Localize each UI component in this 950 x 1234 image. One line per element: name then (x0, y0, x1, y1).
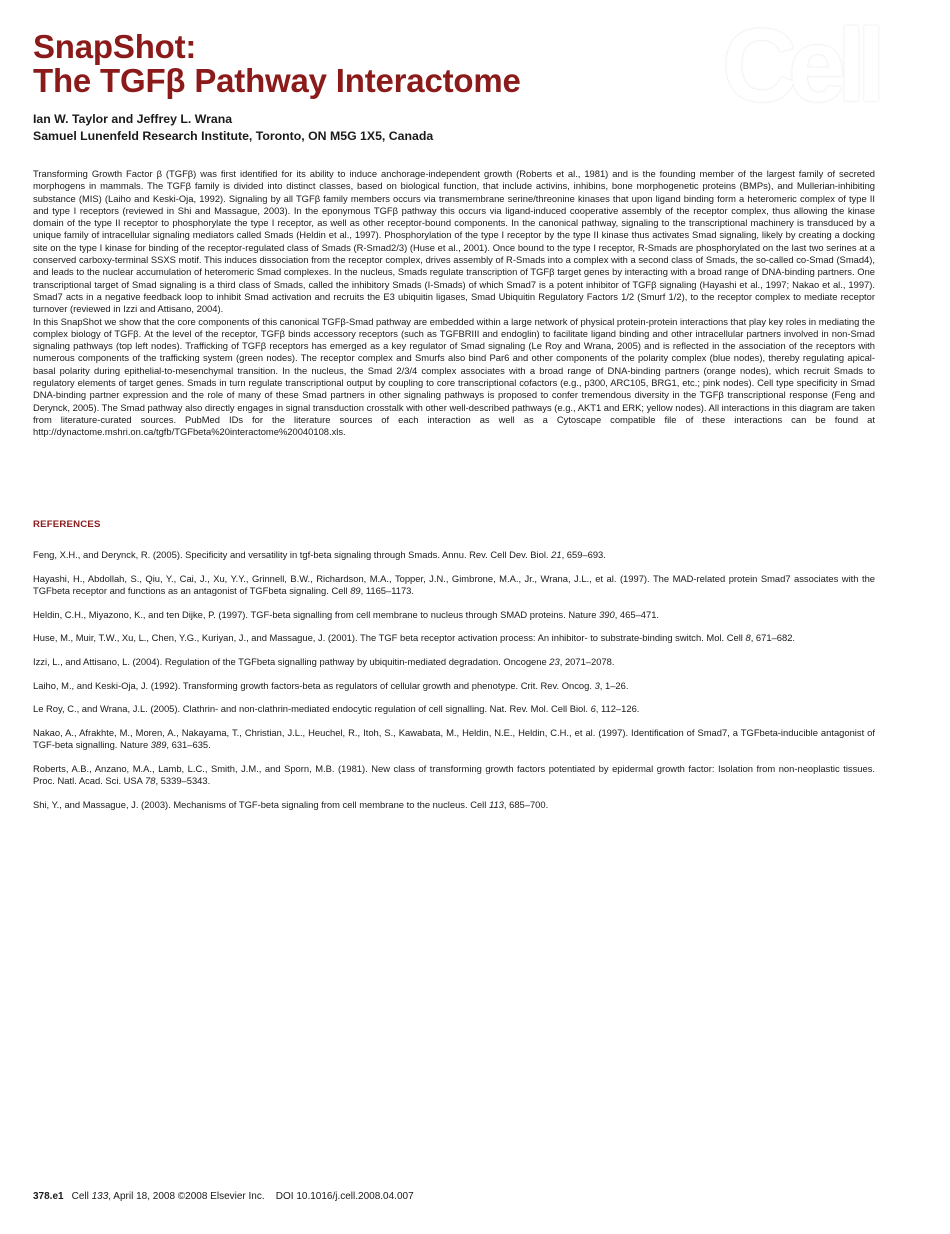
reference-text: Feng, X.H., and Derynck, R. (2005). Specificity and versatility in tgf-beta signaling through Smads. Annu. Rev. Cell Dev. Biol. (33, 549, 552, 560)
reference-text: Hayashi, H., Abdollah, S., Qiu, Y., Cai, J., Xu, Y.Y., Grinnell, B.W., Richardson, M.A., Topper, J.N., Gimbrone, M.A., Jr., Wrana, J.L., et al. (1997). The MAD-related protein Smad7 associates with the TGFbeta receptor and functions as an antagonist of TGFbeta signaling. Cell (33, 572, 875, 596)
footer-citation: Cell (71, 1191, 92, 1202)
reference-volume: 389 (150, 739, 167, 751)
reference-text: Laiho, M., and Keski-Oja, J. (1992). Transforming growth factors-beta as regulators of cellular growth and phenotype. Crit. Rev. Oncog. (33, 679, 595, 691)
references-heading: REFERENCES (33, 519, 101, 530)
reference-volume: 390 (599, 608, 615, 620)
abstract-paragraph: Transforming Growth Factor β (TGFβ) was first identified for its ability to induce anchorage-independent growth (Roberts et al., 1981) and is the founding member of the largest family of secreted morphogens in mammals. The TGFβ family is divided into distinct classes, based on biological function, that include activins, inhibins, bone morphogenetic proteins (BMPs), and Mullerian-inhibiting substance (MIS) (Laiho and Keski-Oja, 1992). Signaling by all TGFβ family members occurs via transmembrane serine/threonine kinases that upon ligand binding form a heteromeric complex of type II and type I receptors (reviewed in Shi and Massague, 2003). In the eponymous TGFβ pathway this occurs via ligand-induced cooperative assembly of the receptor complex, thus allowing the kinase domain of the type II receptor to phosphorylate the type I receptor, as well as other receptor-bound components. In the canonical pathway, signaling to the transcriptional machinery is transduced by a unique family of intracellular signaling mediators called Smads (Heldin et al., 1997). Phosphorylation of the type I receptor by the type II kinase thus activates Smad signaling, likely by creating a docking site on the type I kinase for binding of the receptor-regulated class of Smads (R-Smad2/3) (Huse et al., 2001). Once bound to the type I receptor, R-Smads are phosphorylated on the last two serines at a conserved carboxy-terminal SSXS motif. This induces dissociation from the receptor complex, drives assembly of R-Smads into a complex with a second class of Smads, the so-called co-Smad (Smad4), and leads to the nuclear accumulation of heteromeric Smad complexes. In the nucleus, Smads regulate transcription of TGFβ target genes by interacting with a broad range of DNA-binding partners. One transcriptional target of Smad signaling is a third class of Smads, called the inhibitory Smads (I-Smads) of which Smad7 is a potent inhibitor of TGFβ signaling (Hayashi et al., 1997; Nakao et al., 1997). Smad7 acts in a negative feedback loop to inhibit Smad activation and recruits the E3 ubiquitin ligases, Smad Ubiquitin Regulatory Factors 1/2 (Smurf 1/2), to the receptor complex to mediate receptor turnover (reviewed in Izzi and Attisano, 2004). (33, 168, 875, 315)
reference-pages: , 2071–2078. (559, 656, 615, 668)
reference-item (33, 799, 875, 811)
article-title (33, 30, 521, 98)
reference-item (33, 727, 875, 752)
page-number: 378.e1 (33, 1191, 64, 1202)
reference-list (33, 549, 875, 823)
reference-text: Shi, Y., and Massague, J. (2003). Mechanisms of TGF-beta signaling from cell membrane to the nucleus. Cell (33, 799, 489, 811)
reference-text: Izzi, L., and Attisano, L. (2004). Regulation of the TGFbeta signalling pathway by ubiquitin-mediated degradation. Oncogene (33, 656, 550, 668)
reference-text: Le Roy, C., and Wrana, J.L. (2005). Clathrin- and non-clathrin-mediated endocytic regulation of cell signalling. Nat. Rev. Mol. Cell Biol. (33, 703, 591, 715)
reference-pages: , 659–693. (561, 549, 606, 560)
reference-text: Nakao, A., Afrakhte, M., Moren, A., Nakayama, T., Christian, J.L., Heuchel, R., Itoh, S., Kawabata, M., Heldin, N.E., Heldin, C.H., et al. (1997). Identification of Smad7, a TGFbeta-inducible antagonist of TGF-beta signalling. Nature (33, 727, 875, 751)
title-line-2: The TGFβ Pathway Interactome (33, 62, 521, 99)
reference-item (33, 656, 875, 668)
reference-text: Huse, M., Muir, T.W., Xu, L., Chen, Y.G., Kuriyan, J., and Massague, J. (2001). The TGF beta receptor activation process: An inhibitor- to substrate-binding switch. Mol. Cell (33, 632, 746, 644)
reference-pages: , 5339–5343. (155, 775, 211, 787)
abstract (33, 168, 875, 439)
reference-pages: , 685–700. (503, 799, 549, 811)
reference-volume: 6 (590, 703, 596, 715)
author-block (33, 111, 733, 145)
reference-text: Heldin, C.H., Miyazono, K., and ten Dijke, P. (1997). TGF-beta signalling from cell membrane to nucleus through SMAD proteins. Nature (33, 608, 600, 620)
title-line-1: SnapShot: (33, 28, 197, 65)
reference-text: Roberts, A.B., Anzano, M.A., Lamb, L.C., Smith, J.M., and Sporn, M.B. (1981). New class of transforming growth factors potentiated by epidermal growth factor: Isolation from non-neoplastic tissues. Proc. Natl. Acad. Sci. USA (33, 763, 875, 787)
reference-volume: 78 (145, 775, 156, 787)
reference-pages: , 465–471. (614, 608, 660, 620)
journal-logo: Cell (722, 8, 877, 124)
author-affiliation: Samuel Lunenfeld Research Institute, Toronto, ON M5G 1X5, Canada (33, 129, 434, 143)
reference-item (33, 680, 875, 692)
reference-item (33, 632, 875, 644)
footer-date-doi: , April 18, 2008 ©2008 Elsevier Inc. DOI 10.1016/j.cell.2008.04.007 (108, 1191, 414, 1202)
reference-volume: 21 (551, 549, 562, 560)
footer-volume: 133 (91, 1191, 109, 1202)
reference-pages: , 112–126. (595, 703, 640, 715)
reference-item (33, 549, 875, 561)
reference-volume: 23 (549, 656, 560, 668)
page-footer (33, 1190, 414, 1203)
reference-item (33, 703, 875, 715)
abstract-paragraph: In this SnapShot we show that the core components of this canonical TGFβ-Smad pathway are embedded within a large network of physical protein-protein interactions that play key roles in mediating the complex biology of TGFβ. At the level of the receptor, TGFβ binds accessory receptors (such as TGFBRIII and endoglin) to facilitate ligand binding and other intracellular partners involved in non-Smad signaling pathways (top left nodes). Trafficking of TGFβ receptors has emerged as a key regulator of Smad signaling (Le Roy and Wrana, 2005) and is reflected in the association of the receptors with numerous components of the trafficking system (green nodes). The receptor complex and Smurfs also bind Par6 and other components of the polarity complex (blue nodes), thereby regulating apical-basal polarity during epithelial-to-mesenchymal transition. In the nucleus, the Smad 2/3/4 complex associates with a broad range of DNA-binding partners (orange nodes), which recruit Smads to regulatory elements of target genes. Smads in turn regulate transcriptional output by coupling to core transcriptional cofactors (e.g., p300, ARC105, BRG1, etc.; pink nodes). Cell type specificity in Smad DNA-binding partner expression and the role of many of these Smad partners in other signaling pathways is proposed to confer tremendous diversity in the TGFβ transcriptional response (Feng and Derynck, 2005). The Smad pathway also directly engages in signal transduction crosstalk with other well-described pathways (e.g., AKT1 and ERK; yellow nodes). All interactions in this diagram are taken from literature-curated sources. PubMed IDs for the literature sources of each interaction as well as a Cytoscape compatible file of these interactions can be found at http://dynactome.mshri.on.ca/tgfb/TGFbeta%20interactome%20040108.xls. (33, 315, 875, 438)
reference-volume: 3 (594, 679, 600, 691)
reference-pages: , 631–635. (166, 739, 211, 751)
reference-volume: 8 (745, 632, 751, 644)
reference-item (33, 609, 875, 621)
reference-pages: , 1165–1173. (360, 584, 414, 596)
reference-pages: , 1–26. (599, 679, 629, 691)
author-names: Ian W. Taylor and Jeffrey L. Wrana (33, 112, 233, 126)
reference-item (33, 763, 875, 788)
reference-pages: , 671–682. (750, 632, 796, 644)
reference-volume: 89 (350, 584, 361, 596)
reference-item (33, 573, 875, 598)
reference-volume: 113 (488, 799, 504, 811)
